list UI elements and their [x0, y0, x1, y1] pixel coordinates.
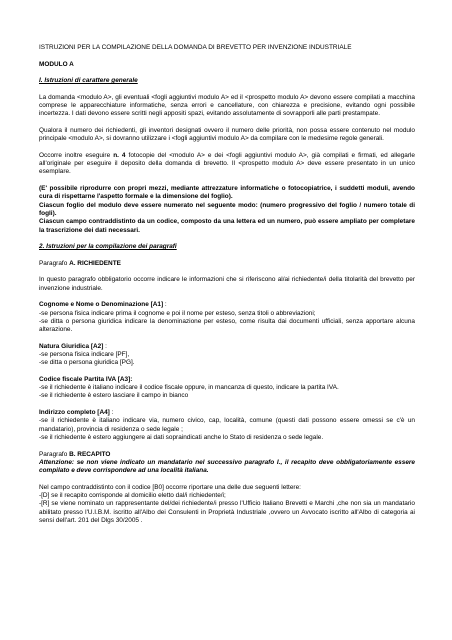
a4-heading-line [39, 409, 415, 417]
a1-line-2: -se ditta o persona giuridica indicare la denominazione per esteso, come risulta dai documenti ufficiali, senza apportare alcuna alterazione. [39, 317, 415, 334]
a2-heading-line [39, 343, 415, 351]
paragrafo-b-prefix: Paragrafo [39, 450, 70, 458]
section-1-paragraph-2: Qualora il numero dei richiedenti, gli inventori designati ovvero il numero delle priorità, non possa essere contenuto nel modulo principale <modulo A>, si dovranno utilizzare i <fogli aggiuntivi modulo A> da compilare con le medesime regole generali. [39, 126, 415, 143]
paragrafo-a-prefix: Paragrafo [39, 259, 70, 267]
a1-heading: Cognome e Nome o Denominazione [A1] [39, 301, 164, 309]
b0-intro: Nel campo contraddistinto con il codice [B0] occorre riportare una delle due seguenti lettere: [39, 483, 301, 491]
a4-line-2: -se il richiedente è estero aggiungere ai dati sopraindicati anche lo Stato di residenza o sede legale. [39, 433, 324, 441]
b0-line-1: -[D] se il recapito corrisponde al domicilio eletto dal/i richiedente/i; [39, 492, 226, 500]
paragrafo-a-label: A. RICHIEDENTE [69, 259, 121, 267]
a3-line-1: -se il richiedente è italiano indicare il codice fiscale oppure, in mancanza di questo, indicare la partita IVA. [39, 384, 339, 392]
bold-note-fields: Ciascun campo contraddistinto da un codice, composto da una lettera ed un numero, può essere ampliato per completare la trascrizione dei dati necessari. [39, 218, 415, 234]
paragrafo-b-attention: Attenzione: se non viene indicato un mandatario nel successivo paragrafo I., il recapito deve obbligatoriamente essere compilato e deve corrispondere ad una località italiana. [39, 458, 415, 475]
a1-line-1: -se persona fisica indicare prima il cognome e poi il nome per esteso, senza titoli o abbreviazioni; [39, 309, 316, 317]
paragrafo-a-intro: In questo paragrafo obbligatorio occorre indicare le informazioni che si riferiscono al/ai richiedente/i della titolarità del brevetto per invenzione industriale. [39, 276, 415, 292]
section-1-heading: I. Istruzioni di carattere generale [39, 77, 138, 85]
a3-heading: Codice fiscale Partita IVA [A3]: [39, 375, 133, 383]
section-1-paragraph-1: La domanda <modulo A>, gli eventuali <fogli aggiuntivi modulo A> ed il <prospetto modulo A> devono essere compilati a macchina comprese le apparecchiature informatiche, senza errori e cancellature, con chiarezza e precisione, evitando ogni possibile incertezza. I dati devono essere scritti negli appositi spazi, evitando assolutamente di sovrapporli alle parti prestampate. [39, 93, 415, 118]
a2-heading: Natura Giuridica [A2] [39, 342, 104, 350]
module-heading: MODULO A [39, 60, 74, 68]
a3-line-2: -se il richiedente è estero lasciare il campo in bianco [39, 392, 189, 400]
b0-line-2: -[R] se viene nominato un rappresentante del/dei richiedente/i presso l'Ufficio Italiano Brevetti e Marchi ,che non sia un mandatario abilitato presso l'U.I.B.M. iscritto all'Albo dei Consulenti in Proprietà Industriale ,ovvero un Avvocato iscritto all'Albo di categoria ai sensi dell'art. 201 del Dlgs 30/2005 . [39, 500, 415, 524]
section-2-heading: 2. Istruzioni per la compilazione dei paragrafi [39, 243, 177, 251]
a2-line-2: -se ditta o persona giuridica [PG]. [39, 359, 135, 367]
a4-heading: Indirizzo completo [A4] [39, 409, 110, 417]
a4-line-1: -se il richiedente è italiano indicare via, numero civico, cap, località, comune (questi dati possono essere omessi se c'è un mandatario), provincia di residenza o sede legale ; [39, 417, 415, 433]
paragrafo-a-heading [39, 260, 415, 268]
document-title: ISTRUZIONI PER LA COMPILAZIONE DELLA DOMANDA DI BREVETTO PER INVENZIONE INDUSTRIALE [39, 44, 352, 51]
p3-text-c: fotocopie del <modulo A> e dei <fogli aggiuntivi modulo A>, già compilati e firmati, ed allegarle all'originale per eseguire il deposito della domanda di brevetto. Il <prospetto modulo A> deve essere presentato in un unico esemplare. [39, 151, 416, 176]
paragrafo-b-label: B. RECAPITO [69, 450, 111, 458]
paragrafo-b-heading [39, 451, 415, 459]
a2-heading-tail: : [103, 342, 107, 350]
p3-text-a: Occorre inoltre eseguire [39, 151, 114, 159]
a1-heading-line [39, 301, 415, 309]
document-page [39, 44, 415, 525]
a2-line-1: -se persona fisica indicare [PF], [39, 350, 130, 358]
section-1-paragraph-3 [39, 152, 415, 177]
p3-copies-count: n. 4 [113, 151, 126, 159]
a4-heading-tail: : [109, 409, 114, 417]
bold-note-numbering: Ciascun foglio del modulo deve essere numerato nel seguente modo: (numero progressivo del foglio / numero totale di fogli). [39, 201, 415, 217]
a1-heading-tail: : [163, 301, 167, 309]
bold-note-reproduction: (E' possibile riprodurre con propri mezzi, mediante attrezzature informatiche o fotocopiatrice, i suddetti moduli, avendo cura di rispettarne l'aspetto formale e la dimensione del foglio). [39, 185, 415, 201]
